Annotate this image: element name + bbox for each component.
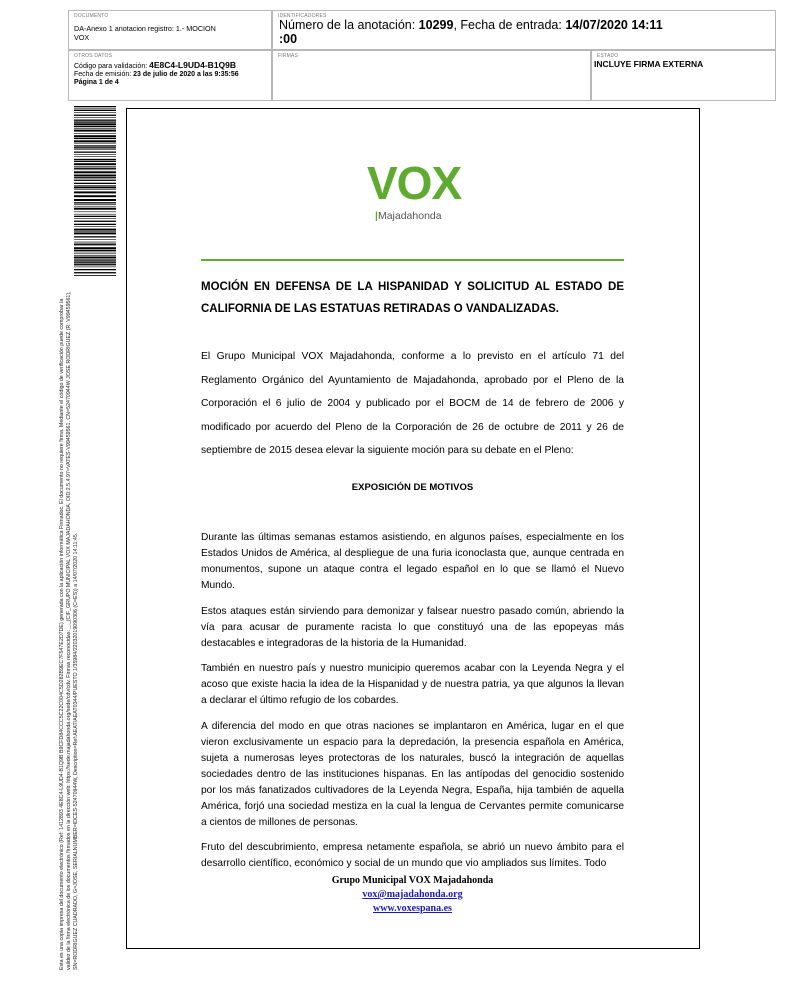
motion-title (201, 276, 624, 320)
motion-title-line1: MOCIÓN EN DEFENSA DE LA HISPANIDAD Y SOLICITUD AL ESTADO DE (201, 281, 624, 293)
verification-side-text: Esta es una copia impresa del documento electrónico (Ref: 1412893 4E8C4-L9UD4-B1Q9B B9CFD84CCC5C22C004C5D282B9EC7F547E2D7DE) generada con la aplicación informática Firmadoc. El documento no requiere firma. Mediante el código de verificación puede comprobar la validez de la firma electrónica de los documentos firmados en la dirección web: https://sede.majadahonda.org/sede/cdv/cdv. Firmas reconocidas: _._(CIF_GRUPO MUNICIPAL VOX MAJADAHONDA, OID:2.5.4.97=VATES-V99459561, CN=52470944W JOSE RODRIGUEZ (R: V99459561), SN=RODRIGUEZ CUADRADO, G=JOSE, SERIALNUMBER=IDCES-52470944W, Description=Ref:AEAT/AEAT0344/PUESTO 1/35984/22032019090306 (C=ES)) a 14/07/2020 14:11:45. (59, 291, 80, 970)
motion-title-line2: CALIFORNIA DE LAS ESTATUAS RETIRADAS O VANDALIZADAS. (201, 303, 559, 315)
body-paragraph: También en nuestro país y nuestro municipio queremos acabar con la Leyenda Negra y el acoso que existe hacia la idea de la Hispanidad y de nuestra patria, ya que algunos la llevan a declarar el último refugio de los cobardes. (201, 663, 624, 706)
intro-paragraph: El Grupo Municipal VOX Majadahonda, conforme a lo previsto en el artículo 71 del Reglamento Orgánico del Ayuntamiento de Majadahonda, aprobado por el Pleno de la Corporación el 6 julio de 2004 y publicado por el BOCM de 14 de febrero de 2006 y modificado por acuerdo del Pleno de la Corporación de 26 de octubre de 2011 y 26 de septiembre de 2015 desea elevar la siguiente moción para su debate en el Pleno: (201, 351, 624, 456)
validation-code[interactable]: 4E8C4-L9UD4-B1Q9B (149, 60, 237, 70)
documento-cell (68, 10, 272, 50)
estado-value: INCLUYE FIRMA EXTERNA (594, 59, 704, 69)
entry-date-end: :00 (279, 32, 298, 46)
annotation-info (279, 18, 769, 46)
firmas-caption: FIRMAS (278, 53, 299, 59)
footer-web-link[interactable]: www.voxespana.es (373, 903, 452, 914)
verification-side-text-box (59, 290, 119, 970)
document-header (68, 10, 776, 101)
vox-logo-word: VOX (367, 157, 462, 209)
entry-date: 14/07/2020 14:11 (565, 18, 663, 32)
barcode-image (74, 106, 116, 276)
documento-line1: DA-Anexo 1 anotacion registro: 1.- MOCION (74, 24, 216, 33)
body-paragraph: Fruto del descubrimiento, empresa netamente española, se abrió un nuevo ámbito para el desarrollo científico, económico y social de un mundo que vio ampliados sus límites. Todo (201, 842, 624, 869)
vox-logo-subtitle (375, 210, 442, 222)
estado-cell (591, 50, 776, 101)
body-paragraph: Durante las últimas semanas estamos asistiendo, en algunos países, especialmente en los Estados Unidos de América, al despliegue de una furia iconoclasta que, aunque centrada en monumentos, supone un ataque contra el legado español en lo que se llamó el Nuevo Mundo. (201, 532, 624, 591)
body-paragraph: A diferencia del modo en que otras naciones se implantaron en América, lugar en el que vieron exclusivamente un espacio para la depredación, la presencia española en América, sujeta a numerosas leyes protectoras de los naturales, buscó la integración de aquellas sociedades dentro de las instituciones hispanas. En las antípodas del genocidio sostenido por los más fanatizados cultivadores de la Leyenda Negra, España, hija también de aquella América, forjó una sociedad mestiza en la cual la lengua de Cervantes permite comunicarse a cientos de millones de personas. (201, 720, 624, 828)
issue-date: 23 de julio de 2020 a las 9:35:56 (133, 71, 239, 79)
footer-email-link[interactable]: vox@majadahonda.org (362, 889, 463, 900)
validation-code-label: Código para validación: (74, 63, 150, 70)
body-text (201, 530, 624, 882)
page-footer (201, 874, 624, 916)
documento-text (74, 24, 216, 42)
identificadores-cell (272, 10, 776, 50)
vox-logo (361, 158, 461, 238)
page-number: Página 1 de 4 (74, 79, 119, 87)
ident-caption: IDENTIFICADORES (278, 13, 327, 19)
estado-caption: ESTADO (597, 53, 619, 59)
body-paragraph: Estos ataques están sirviendo para demonizar y falsear nuestro pasado común, abriendo la vía para acusar de puramente racista lo que constituyó una de las epopeyas más destacables e integradoras de la historia de la Humanidad. (201, 605, 624, 649)
documento-caption: DOCUMENTO (74, 13, 109, 19)
otros-text (74, 61, 239, 88)
documento-line2: VOX (74, 33, 90, 42)
otros-datos-cell (68, 50, 272, 101)
vox-logo-bar: | (375, 210, 378, 222)
vox-logo-city: Majadahonda (377, 210, 442, 222)
firmas-cell (272, 50, 591, 101)
title-divider (201, 259, 624, 261)
ident-prefix: Número de la anotación: (279, 18, 419, 32)
footer-org: Grupo Municipal VOX Majadahonda (331, 875, 494, 886)
otros-caption: OTROS DATOS (74, 53, 113, 59)
section-title: EXPOSICIÓN DE MOTIVOS (351, 482, 474, 493)
issue-date-label: Fecha de emisión: (74, 71, 134, 79)
annotation-number: 10299 (418, 18, 454, 32)
ident-mid: , Fecha de entrada: (453, 18, 566, 32)
